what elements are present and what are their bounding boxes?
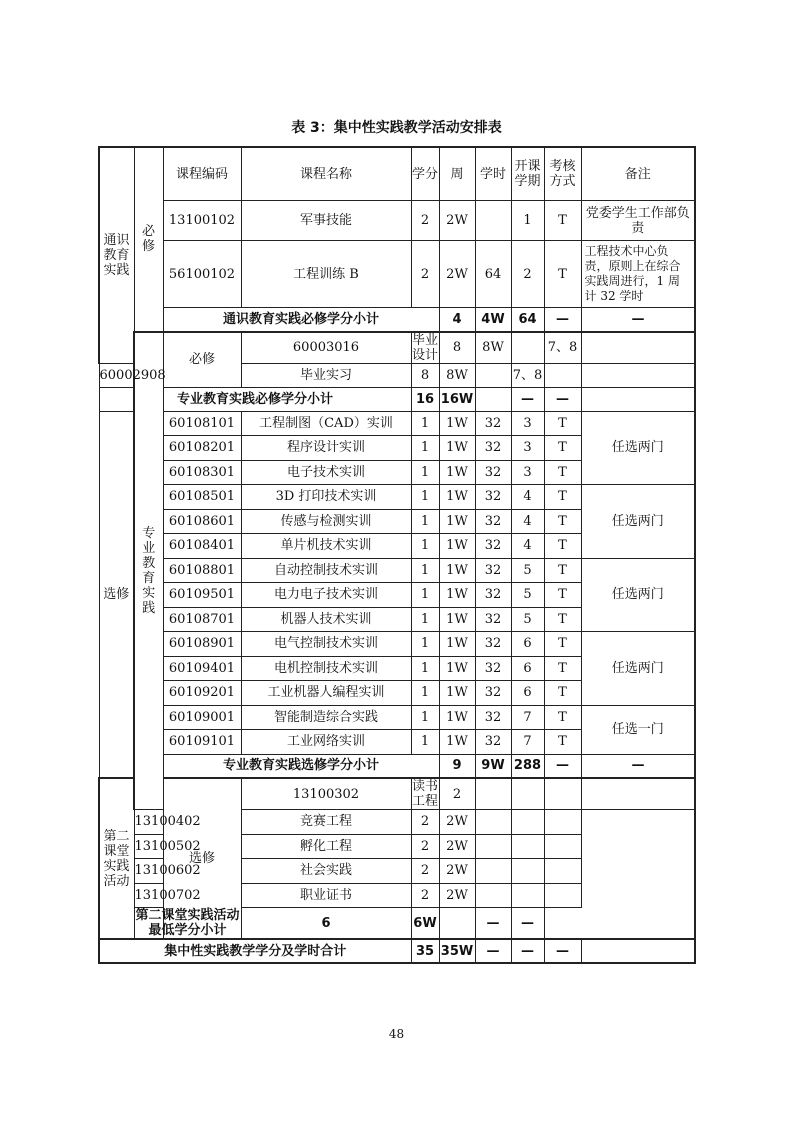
course-hours: 32 bbox=[475, 485, 511, 510]
course-name: 工程训练 B bbox=[241, 241, 411, 308]
course-credit: 1 bbox=[411, 681, 439, 706]
course-hours: 32 bbox=[475, 509, 511, 534]
header-note: 备注 bbox=[581, 147, 695, 201]
course-code: 60108501 bbox=[163, 485, 241, 510]
course-semester: 4 bbox=[511, 509, 544, 534]
course-code: 60002908 bbox=[99, 363, 134, 387]
course-weeks: 1W bbox=[439, 558, 475, 583]
course-code: 60109401 bbox=[163, 656, 241, 681]
course-semester: 3 bbox=[511, 411, 544, 436]
course-hours: 32 bbox=[475, 460, 511, 485]
header-exam: 考核方式 bbox=[544, 147, 581, 201]
subtotal-semester: — bbox=[544, 754, 581, 778]
course-exam bbox=[544, 810, 581, 835]
table-row bbox=[99, 411, 695, 436]
course-exam: T bbox=[544, 509, 581, 534]
course-name: 单片机技术实训 bbox=[241, 534, 411, 559]
course-credit: 1 bbox=[411, 656, 439, 681]
subtotal-row bbox=[99, 908, 695, 940]
course-hours: 32 bbox=[475, 558, 511, 583]
course-credit: 1 bbox=[411, 705, 439, 730]
course-hours bbox=[475, 201, 511, 241]
course-name: 读书工程 bbox=[411, 779, 438, 809]
course-semester: 3 bbox=[511, 460, 544, 485]
subtotal-hours bbox=[475, 387, 511, 411]
course-weeks: 1W bbox=[439, 681, 475, 706]
subtotal-credit: 16 bbox=[411, 387, 439, 411]
group-professional-education: 专业教育实践 bbox=[134, 332, 163, 810]
course-exam: T bbox=[544, 607, 581, 632]
course-semester: 6 bbox=[511, 681, 544, 706]
course-exam bbox=[544, 883, 581, 908]
course-name: 智能制造综合实践 bbox=[241, 705, 411, 730]
course-name: 程序设计实训 bbox=[241, 436, 411, 461]
empty-note bbox=[581, 363, 695, 387]
course-weeks: 1W bbox=[439, 705, 475, 730]
group-required: 必修 bbox=[163, 332, 241, 388]
course-hours: 32 bbox=[475, 607, 511, 632]
course-hours bbox=[475, 859, 511, 884]
course-hours: 32 bbox=[475, 632, 511, 657]
course-weeks: 1W bbox=[439, 436, 475, 461]
course-exam: T bbox=[544, 705, 581, 730]
course-code: 13100402 bbox=[134, 810, 163, 835]
course-hours: 32 bbox=[475, 534, 511, 559]
course-name: 工程制图（CAD）实训 bbox=[241, 411, 411, 436]
subtotal-semester: — bbox=[511, 387, 544, 411]
course-credit: 2 bbox=[411, 810, 439, 835]
course-weeks: 1W bbox=[439, 534, 475, 559]
course-name: 机器人技术实训 bbox=[241, 607, 411, 632]
total-semester: — bbox=[511, 939, 544, 963]
course-weeks: 2W bbox=[439, 834, 475, 859]
table-title: 表 3：集中性实践教学活动安排表 bbox=[291, 120, 502, 136]
course-note: 任选两门 bbox=[581, 558, 695, 632]
course-name: 电子技术实训 bbox=[241, 460, 411, 485]
course-code: 56100102 bbox=[163, 241, 241, 308]
course-credit: 1 bbox=[411, 607, 439, 632]
course-exam bbox=[544, 859, 581, 884]
subtotal-label: 通识教育实践必修学分小计 bbox=[163, 308, 439, 332]
course-hours: 32 bbox=[475, 705, 511, 730]
subtotal-credit: 4 bbox=[439, 308, 475, 332]
course-code: 60003016 bbox=[241, 332, 411, 364]
course-hours: 32 bbox=[475, 436, 511, 461]
course-weeks: 8W bbox=[475, 332, 511, 364]
course-code: 60108601 bbox=[163, 509, 241, 534]
subtotal-weeks: 9W bbox=[475, 754, 511, 778]
table-row bbox=[99, 485, 695, 510]
course-weeks: 1W bbox=[439, 411, 475, 436]
course-semester: 5 bbox=[511, 607, 544, 632]
course-exam: T bbox=[544, 460, 581, 485]
course-credit: 1 bbox=[411, 583, 439, 608]
course-code: 60108101 bbox=[163, 411, 241, 436]
course-hours: 32 bbox=[475, 656, 511, 681]
table-row bbox=[99, 705, 695, 730]
table-row bbox=[99, 332, 695, 364]
course-credit: 8 bbox=[439, 332, 475, 364]
course-semester: 7 bbox=[511, 730, 544, 755]
course-semester: 5 bbox=[511, 583, 544, 608]
total-exam: — bbox=[544, 939, 581, 963]
course-semester: 1 bbox=[511, 201, 544, 241]
course-exam: T bbox=[544, 632, 581, 657]
course-name: 竞赛工程 bbox=[241, 810, 411, 835]
course-weeks: 2W bbox=[439, 883, 475, 908]
course-semester: 4 bbox=[511, 485, 544, 510]
course-exam: T bbox=[544, 485, 581, 510]
course-weeks: 1W bbox=[439, 485, 475, 510]
course-credit: 1 bbox=[411, 485, 439, 510]
course-hours bbox=[475, 810, 511, 835]
course-credit: 2 bbox=[411, 859, 439, 884]
subtotal-credit: 9 bbox=[439, 754, 475, 778]
course-semester: 6 bbox=[511, 632, 544, 657]
subtotal-hours: 288 bbox=[511, 754, 544, 778]
table-row bbox=[99, 201, 695, 241]
course-semester: 6 bbox=[511, 656, 544, 681]
course-name: 传感与检测实训 bbox=[241, 509, 411, 534]
course-hours bbox=[475, 883, 511, 908]
subtotal-weeks: 16W bbox=[439, 387, 475, 411]
course-name: 孵化工程 bbox=[241, 834, 411, 859]
course-credit: 2 bbox=[411, 834, 439, 859]
course-weeks: 2W bbox=[439, 201, 475, 241]
course-hours bbox=[511, 332, 544, 364]
subtotal-hours bbox=[439, 908, 475, 940]
course-credit: 1 bbox=[411, 436, 439, 461]
subtotal-weeks: 4W bbox=[475, 308, 511, 332]
group-elective: 选修 bbox=[99, 411, 134, 778]
course-exam: T bbox=[544, 558, 581, 583]
course-code: 13100702 bbox=[134, 883, 163, 908]
course-weeks: 8W bbox=[439, 363, 475, 387]
course-exam: T bbox=[544, 241, 581, 308]
course-note: 任选两门 bbox=[581, 632, 695, 706]
subtotal-weeks: 6W bbox=[411, 908, 439, 940]
course-code: 13100502 bbox=[134, 834, 163, 859]
subtotal-exam: — bbox=[544, 387, 581, 411]
course-code: 60108201 bbox=[163, 436, 241, 461]
course-code: 60108901 bbox=[163, 632, 241, 657]
header-semester: 开课学期 bbox=[511, 147, 544, 201]
subtotal-label: 专业教育实践选修学分小计 bbox=[163, 754, 439, 778]
course-weeks: 2W bbox=[439, 810, 475, 835]
course-hours bbox=[475, 363, 511, 387]
course-semester: 7、8 bbox=[544, 332, 581, 364]
course-code: 60109001 bbox=[163, 705, 241, 730]
course-code: 60108301 bbox=[163, 460, 241, 485]
course-exam: T bbox=[544, 730, 581, 755]
course-credit: 2 bbox=[411, 201, 439, 241]
course-credit: 2 bbox=[411, 883, 439, 908]
course-name: 电机控制技术实训 bbox=[241, 656, 411, 681]
course-note: 党委学生工作部负责 bbox=[581, 201, 695, 241]
course-code: 60109201 bbox=[163, 681, 241, 706]
course-exam bbox=[544, 834, 581, 859]
course-name: 电力电子技术实训 bbox=[241, 583, 411, 608]
course-name: 工业网络实训 bbox=[241, 730, 411, 755]
course-note: 任选一门 bbox=[581, 705, 695, 754]
course-weeks: 1W bbox=[439, 607, 475, 632]
course-name: 军事技能 bbox=[241, 201, 411, 241]
course-weeks: 1W bbox=[439, 509, 475, 534]
page-number: 48 bbox=[388, 1027, 405, 1041]
course-code: 60109101 bbox=[163, 730, 241, 755]
course-name: 3D 打印技术实训 bbox=[241, 485, 411, 510]
course-name: 工业机器人编程实训 bbox=[241, 681, 411, 706]
course-credit: 1 bbox=[411, 558, 439, 583]
total-row bbox=[99, 939, 695, 963]
header-name: 课程名称 bbox=[241, 147, 411, 201]
course-code: 13100302 bbox=[241, 778, 411, 810]
course-note: 任选两门 bbox=[581, 411, 695, 485]
course-semester bbox=[511, 810, 544, 835]
group-elective: 选修 bbox=[163, 778, 241, 939]
subtotal-credit: 6 bbox=[241, 908, 411, 940]
course-weeks: 1W bbox=[439, 730, 475, 755]
course-exam: T bbox=[544, 201, 581, 241]
subtotal-semester: — bbox=[544, 308, 581, 332]
course-semester bbox=[511, 859, 544, 884]
course-code: 60108401 bbox=[163, 534, 241, 559]
course-name: 职业证书 bbox=[241, 883, 411, 908]
course-name: 自动控制技术实训 bbox=[241, 558, 411, 583]
course-hours bbox=[475, 834, 511, 859]
course-exam bbox=[544, 363, 581, 387]
subtotal-row bbox=[99, 308, 695, 332]
course-credit: 1 bbox=[411, 509, 439, 534]
course-semester: 7 bbox=[511, 705, 544, 730]
total-hours: — bbox=[475, 939, 511, 963]
course-code: 60108801 bbox=[163, 558, 241, 583]
course-code: 13100602 bbox=[134, 859, 163, 884]
course-semester bbox=[511, 883, 544, 908]
total-weeks: 35W bbox=[439, 939, 475, 963]
course-note: 工程技术中心负责，原则上在综合实践周进行，1 周计 32 学时 bbox=[581, 241, 695, 308]
course-hours: 64 bbox=[475, 241, 511, 308]
course-name: 毕业实习 bbox=[241, 363, 411, 387]
course-credit: 8 bbox=[411, 363, 439, 387]
course-semester: 3 bbox=[511, 436, 544, 461]
course-exam: T bbox=[544, 436, 581, 461]
course-credit: 1 bbox=[411, 632, 439, 657]
course-exam bbox=[581, 778, 695, 810]
course-code: 60109501 bbox=[163, 583, 241, 608]
course-code: 13100102 bbox=[163, 201, 241, 241]
subtotal-label: 专业教育实践必修学分小计 bbox=[99, 387, 411, 411]
subtotal-exam: — bbox=[581, 754, 695, 778]
course-credit: 1 bbox=[411, 730, 439, 755]
course-weeks: 1W bbox=[439, 583, 475, 608]
course-hours bbox=[511, 778, 544, 810]
total-label: 集中性实践教学学分及学时合计 bbox=[99, 939, 411, 963]
course-credit: 1 bbox=[411, 534, 439, 559]
header-row bbox=[99, 147, 695, 201]
header-credit: 学分 bbox=[411, 147, 439, 201]
header-hours: 学时 bbox=[475, 147, 511, 201]
course-exam: T bbox=[544, 534, 581, 559]
course-credit: 1 bbox=[411, 460, 439, 485]
course-credit: 1 bbox=[411, 411, 439, 436]
course-semester: 7、8 bbox=[511, 363, 544, 387]
course-exam: T bbox=[544, 411, 581, 436]
subtotal-label: 第二课堂实践活动最低学分小计 bbox=[135, 908, 240, 938]
table-row bbox=[99, 558, 695, 583]
empty-note bbox=[581, 939, 695, 963]
course-weeks: 2W bbox=[439, 241, 475, 308]
course-semester: 2 bbox=[511, 241, 544, 308]
course-code: 60108701 bbox=[163, 607, 241, 632]
subtotal-hours: 64 bbox=[511, 308, 544, 332]
course-hours: 32 bbox=[475, 681, 511, 706]
table-row bbox=[99, 241, 695, 308]
course-hours: 32 bbox=[475, 583, 511, 608]
group-second-classroom: 第二课堂实践活动 bbox=[99, 778, 134, 939]
course-note: 任选两门 bbox=[581, 485, 695, 559]
course-exam bbox=[581, 332, 695, 364]
course-weeks: 1W bbox=[439, 632, 475, 657]
course-exam: T bbox=[544, 583, 581, 608]
course-hours: 32 bbox=[475, 730, 511, 755]
course-credit: 2 bbox=[439, 778, 475, 810]
course-weeks: 1W bbox=[439, 656, 475, 681]
header-code: 课程编码 bbox=[163, 147, 241, 201]
table-row bbox=[99, 778, 695, 810]
course-semester: 5 bbox=[511, 558, 544, 583]
course-semester: 4 bbox=[511, 534, 544, 559]
course-hours: 32 bbox=[475, 411, 511, 436]
course-weeks bbox=[475, 778, 511, 810]
group-required: 必修 bbox=[134, 147, 163, 332]
course-exam: T bbox=[544, 681, 581, 706]
subtotal-exam: — bbox=[581, 308, 695, 332]
subtotal-exam: — bbox=[511, 908, 544, 940]
empty-note bbox=[581, 387, 695, 411]
practice-schedule-table bbox=[98, 146, 696, 964]
course-credit: 2 bbox=[411, 241, 439, 308]
subtotal-row bbox=[99, 387, 695, 411]
course-name: 毕业设计 bbox=[411, 332, 438, 363]
table-row bbox=[99, 632, 695, 657]
subtotal-semester: — bbox=[475, 908, 511, 940]
total-credit: 35 bbox=[411, 939, 439, 963]
course-name: 社会实践 bbox=[241, 859, 411, 884]
course-weeks: 2W bbox=[439, 859, 475, 884]
course-name: 电气控制技术实训 bbox=[241, 632, 411, 657]
course-semester bbox=[511, 834, 544, 859]
subtotal-row bbox=[99, 754, 695, 778]
course-exam: T bbox=[544, 656, 581, 681]
header-weeks: 周 bbox=[439, 147, 475, 201]
course-semester bbox=[544, 778, 581, 810]
group-general-education: 通识教育实践 bbox=[99, 147, 134, 363]
course-weeks: 1W bbox=[439, 460, 475, 485]
